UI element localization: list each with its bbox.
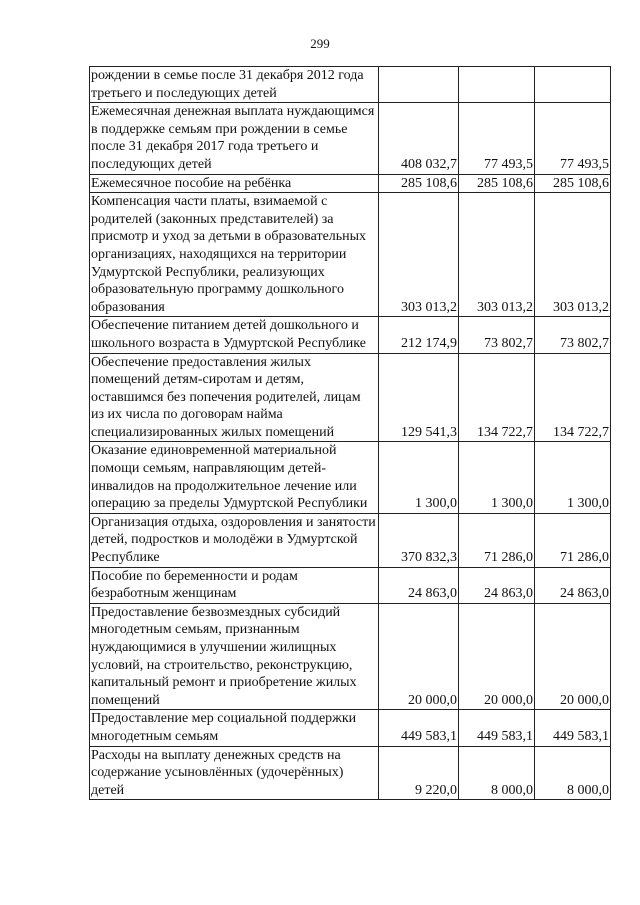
table-row xyxy=(90,442,611,513)
value-cell: 71 286,0 xyxy=(459,513,535,567)
value-cell: 20 000,0 xyxy=(379,603,459,710)
table-row xyxy=(90,103,611,174)
table-row xyxy=(90,603,611,710)
value-cell: 303 013,2 xyxy=(535,193,611,317)
value-cell: 370 832,3 xyxy=(379,513,459,567)
value-cell: 77 493,5 xyxy=(459,103,535,174)
table-row xyxy=(90,317,611,353)
table-row xyxy=(90,67,611,103)
expenditure-table-body xyxy=(90,67,611,800)
value-cell: 212 174,9 xyxy=(379,317,459,353)
value-cell xyxy=(379,67,459,103)
row-label: рождении в семье после 31 декабря 2012 года третьего и последующих детей xyxy=(90,67,379,103)
table-row xyxy=(90,353,611,442)
value-cell: 134 722,7 xyxy=(459,353,535,442)
value-cell: 449 583,1 xyxy=(379,710,459,746)
row-label: Обеспечение питанием детей дошкольного и школьного возраста в Удмуртской Республике xyxy=(90,317,379,353)
value-cell xyxy=(459,67,535,103)
value-cell: 285 108,6 xyxy=(535,174,611,193)
value-cell: 8 000,0 xyxy=(459,746,535,800)
value-cell: 449 583,1 xyxy=(535,710,611,746)
row-label: Компенсация части платы, взимаемой с родителей (законных представителей) за присмотр и уход за детьми в образовательных организациях, находящихся на территории Удмуртской Республики, реализующих образовательную программу дошкольного образования xyxy=(90,193,379,317)
value-cell: 285 108,6 xyxy=(459,174,535,193)
expenditure-table xyxy=(89,66,611,800)
value-cell: 134 722,7 xyxy=(535,353,611,442)
row-label: Ежемесячное пособие на ребёнка xyxy=(90,174,379,193)
table-row xyxy=(90,513,611,567)
value-cell: 8 000,0 xyxy=(535,746,611,800)
value-cell: 24 863,0 xyxy=(535,567,611,603)
value-cell: 449 583,1 xyxy=(459,710,535,746)
value-cell: 285 108,6 xyxy=(379,174,459,193)
row-label: Оказание единовременной материальной помощи семьям, направляющим детей-инвалидов на продолжительное лечение или операцию за пределы Удмуртской Республики xyxy=(90,442,379,513)
row-label: Предоставление мер социальной поддержки многодетным семьям xyxy=(90,710,379,746)
value-cell: 77 493,5 xyxy=(535,103,611,174)
value-cell: 129 541,3 xyxy=(379,353,459,442)
value-cell: 73 802,7 xyxy=(535,317,611,353)
value-cell: 9 220,0 xyxy=(379,746,459,800)
value-cell: 20 000,0 xyxy=(459,603,535,710)
table-row xyxy=(90,193,611,317)
value-cell: 1 300,0 xyxy=(459,442,535,513)
row-label: Ежемесячная денежная выплата нуждающимся в поддержке семьям при рождении в семье после 31 декабря 2017 года третьего и последующих детей xyxy=(90,103,379,174)
value-cell: 303 013,2 xyxy=(379,193,459,317)
value-cell: 71 286,0 xyxy=(535,513,611,567)
row-label: Пособие по беременности и родам безработным женщинам xyxy=(90,567,379,603)
row-label: Организация отдыха, оздоровления и занятости детей, подростков и молодёжи в Удмуртской Республике xyxy=(90,513,379,567)
value-cell: 24 863,0 xyxy=(459,567,535,603)
value-cell: 1 300,0 xyxy=(535,442,611,513)
value-cell: 20 000,0 xyxy=(535,603,611,710)
table-row xyxy=(90,746,611,800)
table-row xyxy=(90,710,611,746)
row-label: Расходы на выплату денежных средств на содержание усыновлённых (удочерённых) детей xyxy=(90,746,379,800)
value-cell: 408 032,7 xyxy=(379,103,459,174)
value-cell: 73 802,7 xyxy=(459,317,535,353)
value-cell: 303 013,2 xyxy=(459,193,535,317)
row-label: Обеспечение предоставления жилых помещений детям-сиротам и детям, оставшимся без попечения родителей, лицам из их числа по договорам найма специализированных жилых помещений xyxy=(90,353,379,442)
table-row xyxy=(90,174,611,193)
table-row xyxy=(90,567,611,603)
page-number: 299 xyxy=(310,36,330,51)
value-cell xyxy=(535,67,611,103)
value-cell: 24 863,0 xyxy=(379,567,459,603)
value-cell: 1 300,0 xyxy=(379,442,459,513)
row-label: Предоставление безвозмездных субсидий многодетным семьям, признанным нуждающимися в улучшении жилищных условий, на строительство, реконструкцию, капитальный ремонт и приобретение жилых помещений xyxy=(90,603,379,710)
